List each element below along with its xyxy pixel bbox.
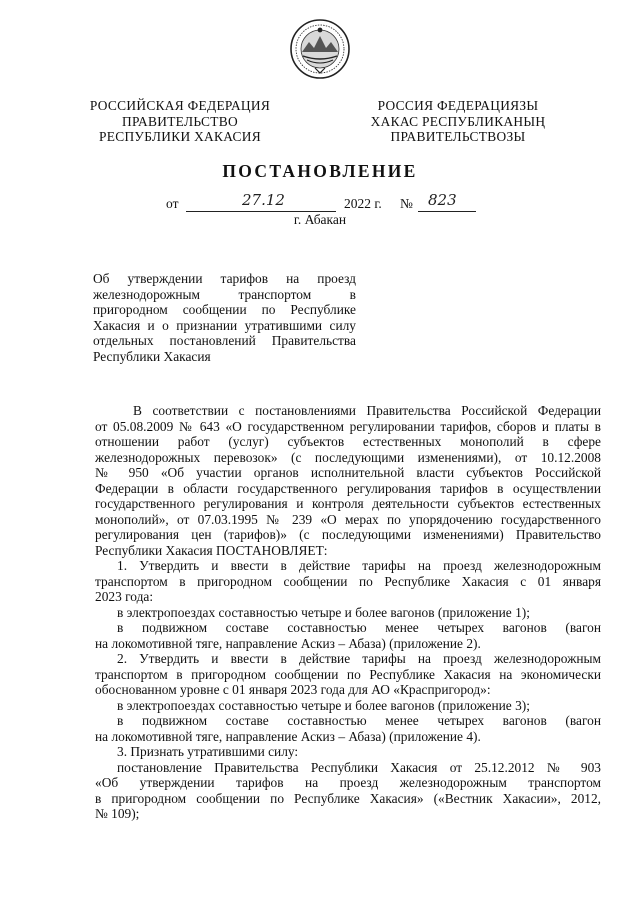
date-year: 2022 г. — [344, 196, 382, 211]
header-right-line: ХАКАС РЕСПУБЛИКАНЫҢ — [370, 113, 546, 129]
city-name: г. Абакан — [293, 212, 347, 227]
subject-line: отдельных постановлений Правительства — [93, 333, 356, 349]
handwritten-number: 823 — [428, 191, 457, 209]
body-line: от 05.08.2009 № 643 «О государственном регулировании тарифов, сборов и платы в — [95, 418, 601, 434]
header-right-line: ПРАВИТЕЛЬСТВОЗЫ — [390, 129, 526, 144]
number-sign: № — [400, 196, 413, 211]
subject-line: Республики Хакасия — [93, 348, 211, 364]
header-left — [82, 98, 278, 145]
body-line: 2023 года: — [95, 589, 154, 605]
body-line: № 109); — [95, 806, 140, 822]
body-line: в пригородном сообщении по Республике Хакасия» («Вестник Хакасии», 2012, — [95, 790, 601, 806]
body-line: Федерации в области государственного регулирования тарифов в осуществлении — [95, 480, 601, 496]
body-line: на локомотивной тяге, направление Аскиз – Абаза) (приложение 2). — [95, 635, 481, 651]
body-line: В соответствии с постановлениями Правительства Российской Федерации — [133, 403, 601, 418]
subject-block — [93, 271, 356, 365]
body-line: «Об утверждении тарифов на проезд железнодорожным транспортом — [95, 775, 601, 791]
body-line: постановление Правительства Республики Хакасия от 25.12.2012 № 903 — [117, 759, 601, 775]
handwritten-date: 27.12 — [242, 191, 285, 209]
body-line: регулирования цен (тарифов)» (с последующими изменениями) Правительство — [95, 527, 601, 543]
header-left-line: ПРАВИТЕЛЬСТВО — [122, 113, 238, 129]
document-title: ПОСТАНОВЛЕНИЕ — [222, 161, 418, 181]
body-line: железнодорожных перевозок» (с последующими изменениями), от 10.12.2008 — [95, 449, 601, 465]
date-prefix: от — [166, 196, 179, 211]
body-line: № 950 «Об участии органов исполнительной власти субъектов Российской — [95, 465, 601, 481]
body-line: 1. Утвердить и ввести в действие тарифы на проезд железнодорожным — [117, 558, 601, 574]
header-right-line: РОССИЯ ФЕДЕРАЦИЯЗЫ — [377, 98, 539, 113]
body-line: в электропоездах составностью четыре и более вагонов (приложение 3); — [117, 697, 530, 713]
document-body — [95, 403, 601, 822]
body-line: в подвижном составе составностью менее четырех вагонов (вагон — [117, 620, 601, 636]
body-line: на локомотивной тяге, направление Аскиз – Абаза) (приложение 4). — [95, 728, 481, 744]
coat-of-arms-emblem — [289, 18, 351, 80]
subject-line: железнодорожным транспортом в — [93, 286, 356, 302]
body-line: в подвижном составе составностью менее четырех вагонов (вагон — [117, 713, 601, 729]
body-line: Республики Хакасия ПОСТАНОВЛЯЕТ: — [95, 542, 328, 558]
body-line: отношении работ (услуг) субъектов естественных монополий в сфере — [95, 434, 601, 450]
body-line: в электропоездах составностью четыре и более вагонов (приложение 1); — [117, 604, 530, 620]
body-line: 3. Признать утратившими силу: — [117, 744, 299, 760]
body-line: обоснованном уровне с 01 января 2023 года для АО «Краспригород»: — [95, 682, 491, 698]
subject-line: пригородном сообщении по Республике — [93, 302, 356, 318]
body-line: монополий», от 07.03.1995 № 239 «О мерах по упорядочению государственного — [95, 511, 601, 527]
subject-line: Об утверждении тарифов на проезд — [93, 271, 356, 286]
header-right — [360, 98, 556, 145]
header-left-line: РОССИЙСКАЯ ФЕДЕРАЦИЯ — [89, 98, 271, 113]
body-line: транспортом в пригородном сообщении по Республике Хакасия на экономически — [95, 666, 601, 682]
subject-line: Хакасия и о признании утратившими силу — [93, 317, 356, 333]
body-line: транспортом в пригородном сообщении по Республике Хакасия с 01 января — [95, 573, 601, 589]
header-left-line: РЕСПУБЛИКИ ХАКАСИЯ — [99, 129, 261, 144]
body-line: 2. Утвердить и ввести в действие тарифы на проезд железнодорожным — [117, 651, 601, 667]
body-line: государственного регулирования и контроля деятельности субъектов естественных — [95, 496, 601, 512]
